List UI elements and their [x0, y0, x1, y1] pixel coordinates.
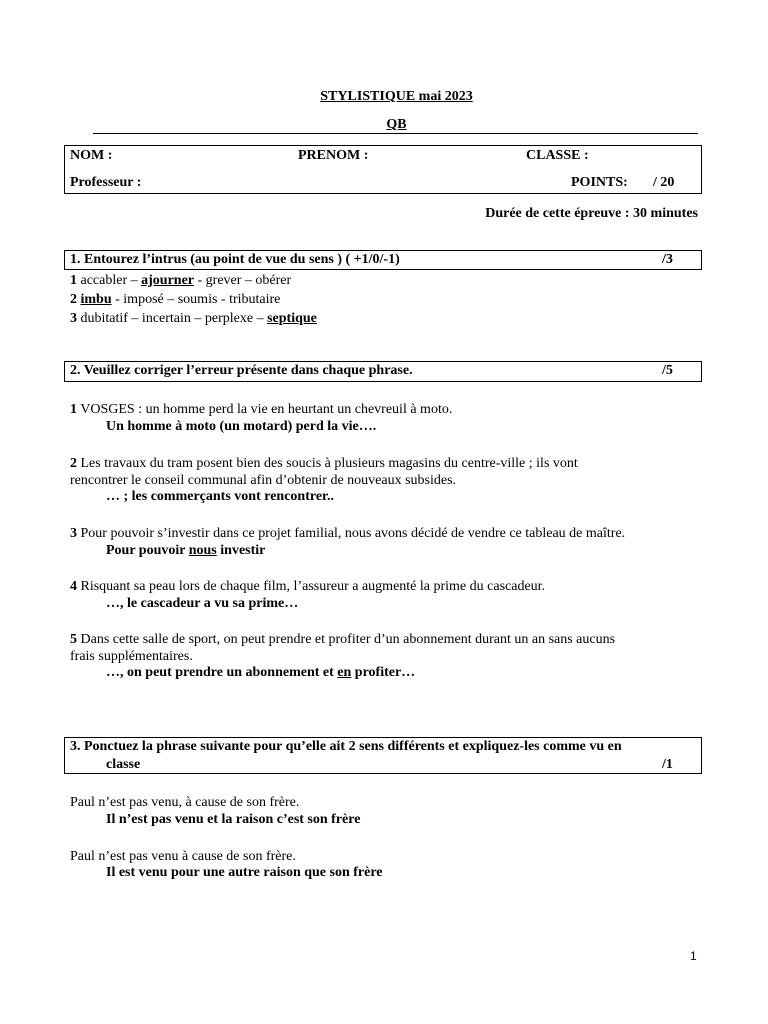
item-number: 1: [70, 402, 77, 417]
q3-sentence: Paul n’est pas venu, à cause de son frère.: [70, 795, 300, 810]
q3-sentence: Paul n’est pas venu à cause de son frère.: [70, 849, 296, 864]
item-number: 4: [70, 579, 77, 594]
points-label: POINTS:: [571, 175, 628, 190]
q1-item: [70, 291, 280, 308]
q2-answer: [106, 664, 415, 681]
prenom-label: PRENOM :: [298, 148, 369, 163]
q2-sentence: [70, 455, 578, 472]
item-text: Risquant sa peau lors de chaque film, l’assureur a augmenté la prime du cascadeur.: [80, 579, 546, 594]
q1-points: /3: [662, 252, 673, 267]
item-text: VOSGES : un homme perd la vie en heurtant un chevreuil à moto.: [80, 402, 453, 417]
q3-points: /1: [662, 757, 673, 772]
item-number: 5: [70, 632, 77, 647]
points-total: / 20: [653, 175, 675, 190]
q2-title: 2. Veuillez corriger l’erreur présente dans chaque phrase.: [70, 363, 413, 378]
q3-answer: Il est venu pour une autre raison que son frère: [106, 865, 383, 880]
classe-label: CLASSE :: [526, 148, 589, 163]
q1-item: [70, 310, 317, 327]
item-number: 3: [70, 526, 77, 541]
q2-sentence-cont: frais supplémentaires.: [70, 649, 193, 664]
answer-text: profiter…: [351, 665, 416, 680]
q2-answer: … ; les commerçants vont rencontrer..: [106, 489, 334, 504]
item-text: Dans cette salle de sport, on peut prendre et profiter d’un abonnement durant un an sans aucuns: [80, 632, 616, 647]
answer-text: …, on peut prendre un abonnement et: [106, 665, 338, 680]
item-number: 2: [70, 292, 77, 307]
q1-item: [70, 272, 291, 289]
answer-text: Pour pouvoir: [106, 543, 189, 558]
item-text: accabler –: [80, 273, 142, 288]
item-number: 2: [70, 456, 77, 471]
item-text: - imposé – soumis - tributaire: [111, 292, 281, 307]
item-number: 3: [70, 311, 77, 326]
q2-answer: Un homme à moto (un motard) perd la vie….: [106, 419, 377, 434]
page-number: 1: [690, 949, 697, 963]
item-answer: ajourner: [141, 273, 195, 288]
item-text: Les travaux du tram posent bien des soucis à plusieurs magasins du centre-ville ; ils vont: [80, 456, 578, 471]
q3-answer: Il n’est pas venu et la raison c’est son frère: [106, 812, 361, 827]
item-text: - grever – obérer: [194, 273, 292, 288]
q2-points: /5: [662, 363, 673, 378]
answer-underlined: en: [337, 665, 352, 680]
nom-label: NOM :: [70, 148, 113, 163]
exam-duration: Durée de cette épreuve : 30 minutes: [485, 206, 698, 221]
item-answer: imbu: [80, 292, 112, 307]
item-answer: septique: [267, 311, 317, 326]
q1-title: 1. Entourez l’intrus (au point de vue du sens ) ( +1/0/-1): [70, 252, 400, 267]
document-subtitle: QB: [386, 117, 407, 132]
answer-text: investir: [216, 543, 266, 558]
q2-sentence: [70, 631, 615, 648]
item-number: 1: [70, 273, 77, 288]
q3-title: 3. Ponctuez la phrase suivante pour qu’elle ait 2 sens différents et expliquez-les comme vu en: [70, 739, 622, 754]
q2-sentence-cont: rencontrer le conseil communal afin d’obtenir de nouveaux subsides.: [70, 473, 457, 488]
q2-answer: [106, 542, 265, 559]
item-text: dubitatif – incertain – perplexe –: [80, 311, 268, 326]
q2-answer: …, le cascadeur a vu sa prime…: [106, 596, 299, 611]
document-title: STYLISTIQUE mai 2023: [320, 89, 473, 104]
q2-sentence: [70, 578, 545, 595]
header-divider: [93, 133, 698, 134]
item-text: Pour pouvoir s’investir dans ce projet familial, nous avons décidé de vendre ce tableau de maître.: [80, 526, 626, 541]
q2-sentence: [70, 401, 452, 418]
q2-sentence: [70, 525, 625, 542]
answer-underlined: nous: [188, 543, 217, 558]
professeur-label: Professeur :: [70, 175, 142, 190]
q3-title-cont: classe: [106, 757, 141, 772]
